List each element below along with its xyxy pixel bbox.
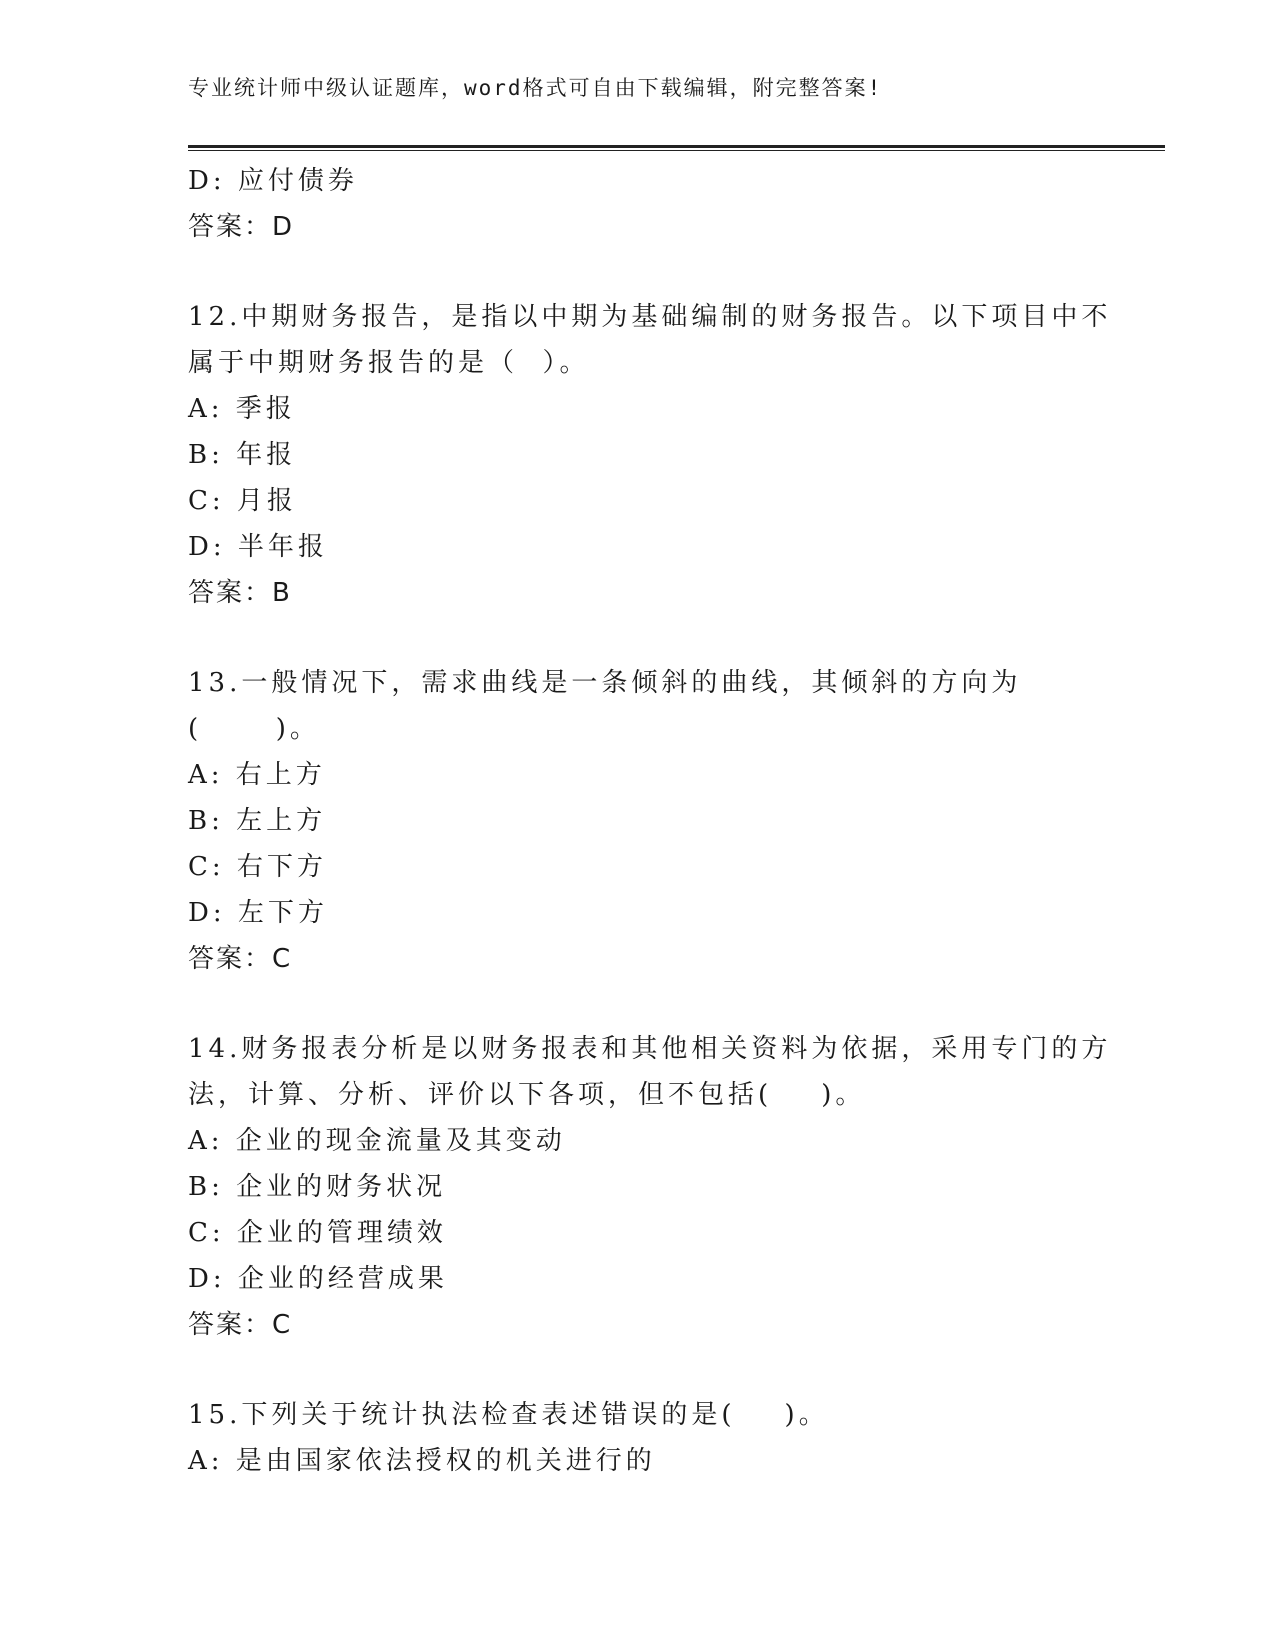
option-a: A: 是由国家依法授权的机关进行的 <box>188 1446 656 1476</box>
option-a: A: 季报 <box>188 394 296 424</box>
header-rule-thin <box>188 150 1165 151</box>
option-c: C: 月报 <box>188 486 297 516</box>
option-b: B: 年报 <box>188 440 297 470</box>
option-c: C: 右下方 <box>188 852 327 882</box>
answer: 答案：D <box>188 212 295 242</box>
question-12-line-1: 12.中期财务报告，是指以中期为基础编制的财务报告。以下项目中不 <box>188 302 1112 332</box>
question-15-line-1: 15.下列关于统计执法检查表述错误的是( )。 <box>188 1400 829 1430</box>
page-header: 专业统计师中级认证题库，word格式可自由下载编辑，附完整答案! <box>188 76 883 100</box>
question-content <box>188 158 1112 1484</box>
option-b: B: 企业的财务状况 <box>188 1172 447 1202</box>
answer: 答案：B <box>188 578 292 608</box>
option-a: A: 企业的现金流量及其变动 <box>188 1126 566 1156</box>
header-rule-thick <box>188 145 1165 148</box>
question-12-line-2: 属于中期财务报告的是（ ）。 <box>188 348 590 378</box>
option-d: D: 应付债券 <box>188 166 358 196</box>
answer: 答案：C <box>188 1310 293 1340</box>
question-14-line-1: 14.财务报表分析是以财务报表和其他相关资料为依据，采用专门的方 <box>188 1034 1112 1064</box>
option-b: B: 左上方 <box>188 806 327 836</box>
option-d: D: 企业的经营成果 <box>188 1264 448 1294</box>
option-d: D: 半年报 <box>188 532 328 562</box>
option-d: D: 左下方 <box>188 898 328 928</box>
option-a: A: 右上方 <box>188 760 326 790</box>
question-13-line-1: 13.一般情况下，需求曲线是一条倾斜的曲线，其倾斜的方向为 <box>188 668 1022 698</box>
option-c: C: 企业的管理绩效 <box>188 1218 447 1248</box>
question-14-line-2: 法，计算、分析、评价以下各项，但不包括( )。 <box>188 1080 866 1110</box>
question-13-line-2: ( )。 <box>188 714 320 744</box>
answer: 答案：C <box>188 944 293 974</box>
